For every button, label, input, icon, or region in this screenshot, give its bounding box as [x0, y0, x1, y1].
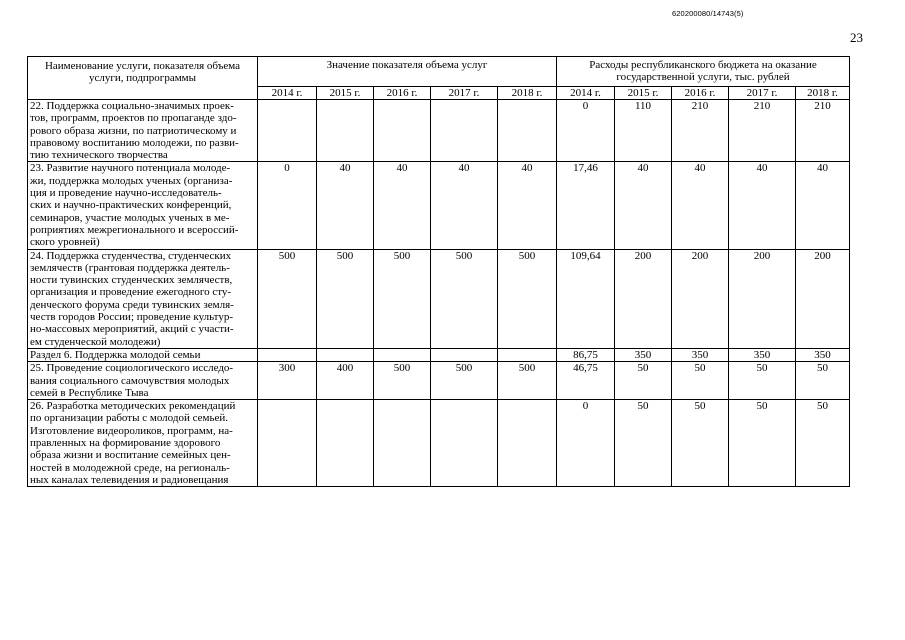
budget-value-cell: 200 [672, 249, 729, 348]
budget-value-cell: 50 [615, 362, 672, 400]
budget-value-cell: 350 [672, 348, 729, 361]
services-table-container [27, 56, 850, 487]
budget-value-cell: 50 [729, 400, 796, 487]
budget-value-cell: 17,46 [557, 162, 615, 249]
row-name-line: Раздел 6. Поддержка молодой семьи [30, 348, 201, 361]
table-row [28, 348, 850, 361]
budget-value-cell: 350 [615, 348, 672, 361]
budget-value-cell: 46,75 [557, 362, 615, 400]
row-name-line: организация и проведение ежегодного сту- [30, 286, 232, 299]
volume-value-cell [317, 100, 374, 162]
budget-value-cell: 50 [796, 400, 850, 487]
header-volume-year: 2015 г. [317, 87, 374, 100]
row-name-line: тию технического творчества [30, 149, 168, 162]
volume-value-cell [258, 100, 317, 162]
table-row [28, 400, 850, 487]
row-name-line: 23. Развитие научного потенциала молоде- [30, 162, 231, 175]
budget-value-cell: 210 [729, 100, 796, 162]
volume-value-cell [258, 348, 317, 361]
header-volume-year: 2016 г. [374, 87, 431, 100]
volume-value-cell: 500 [431, 362, 498, 400]
row-name-line: ности тувинских студенческих землячеств, [30, 274, 233, 287]
row-name-line: по организации работы с молодой семьей. [30, 412, 228, 425]
budget-value-cell: 350 [796, 348, 850, 361]
budget-value-cell: 200 [615, 249, 672, 348]
budget-value-cell: 50 [729, 362, 796, 400]
row-name-cell [28, 162, 258, 249]
row-name-cell [28, 362, 258, 400]
volume-value-cell: 500 [498, 362, 557, 400]
table-row [28, 162, 850, 249]
row-name-line: денческого форума среди тувинских земля- [30, 298, 234, 311]
volume-value-cell [431, 348, 498, 361]
row-name-cell [28, 249, 258, 348]
volume-value-cell: 500 [317, 249, 374, 348]
row-name-line: роприятиях межрегионального и всероссий- [30, 223, 239, 236]
row-name-line: 22. Поддержка социально-значимых проек- [30, 100, 234, 112]
volume-value-cell: 300 [258, 362, 317, 400]
volume-value-cell [374, 400, 431, 487]
volume-value-cell [374, 348, 431, 361]
table-body [28, 100, 850, 487]
row-name-line: образа жизни и воспитание семейных цен- [30, 449, 231, 462]
row-name-cell [28, 100, 258, 162]
volume-value-cell: 500 [374, 249, 431, 348]
row-name-line: ция и проведение научно-исследователь- [30, 187, 222, 200]
volume-value-cell: 500 [258, 249, 317, 348]
volume-value-cell [498, 348, 557, 361]
volume-value-cell [498, 100, 557, 162]
budget-value-cell: 40 [729, 162, 796, 249]
table-row [28, 362, 850, 400]
row-name-line: 24. Поддержка студенчества, студенческих [30, 249, 232, 262]
row-name-line: рового образа жизни, по патриотическому и [30, 124, 237, 137]
row-name-line: но-массовых мероприятий, акций с участи- [30, 323, 234, 336]
volume-value-cell: 40 [374, 162, 431, 249]
services-table [27, 56, 850, 487]
volume-value-cell [498, 400, 557, 487]
header-budget-group: Расходы республиканского бюджета на оказание государственной услуги, тыс. рублей [557, 57, 850, 87]
row-name-cell [28, 400, 258, 487]
budget-value-cell: 110 [615, 100, 672, 162]
budget-value-cell: 200 [796, 249, 850, 348]
row-name-line: 26. Разработка методических рекомендаций [30, 400, 236, 413]
volume-value-cell: 500 [498, 249, 557, 348]
volume-value-cell [317, 348, 374, 361]
volume-value-cell [317, 400, 374, 487]
row-name-line: вания социального самочувствия молодых [30, 374, 230, 387]
table-row [28, 249, 850, 348]
row-name-line: тов, программ, проектов по пропаганде здо- [30, 112, 237, 125]
row-name-cell [28, 348, 258, 361]
row-name-line: правовому воспитанию молодежи, по разви- [30, 136, 239, 149]
header-budget-year: 2014 г. [557, 87, 615, 100]
row-name-line: землячеств (грантовая поддержка деятель- [30, 261, 230, 274]
row-name-line: ского уровней) [30, 236, 100, 249]
volume-value-cell: 500 [431, 249, 498, 348]
budget-value-cell: 350 [729, 348, 796, 361]
header-volume-year: 2017 г. [431, 87, 498, 100]
header-volume-group: Значение показателя объема услуг [258, 57, 557, 87]
volume-value-cell [374, 100, 431, 162]
row-name-line: семинаров, участие молодых ученых в ме- [30, 211, 230, 224]
volume-value-cell: 500 [374, 362, 431, 400]
volume-value-cell: 40 [498, 162, 557, 249]
row-name-line: 25. Проведение социологического исследо- [30, 362, 234, 375]
volume-value-cell: 400 [317, 362, 374, 400]
header-budget-year: 2016 г. [672, 87, 729, 100]
budget-value-cell: 210 [796, 100, 850, 162]
volume-value-cell: 40 [317, 162, 374, 249]
table-row [28, 100, 850, 162]
budget-value-cell: 50 [796, 362, 850, 400]
header-budget-year: 2018 г. [796, 87, 850, 100]
header-volume-year: 2014 г. [258, 87, 317, 100]
volume-value-cell [431, 100, 498, 162]
header-volume-year: 2018 г. [498, 87, 557, 100]
budget-value-cell: 0 [557, 100, 615, 162]
row-name-line: Изготовление видеороликов, программ, на- [30, 424, 233, 437]
budget-value-cell: 40 [796, 162, 850, 249]
budget-value-cell: 0 [557, 400, 615, 487]
volume-value-cell: 0 [258, 162, 317, 249]
row-name-line: честв городов России; проведение культур- [30, 311, 234, 324]
volume-value-cell [431, 400, 498, 487]
row-name-line: правленных на формирование здорового [30, 437, 221, 450]
budget-value-cell: 109,64 [557, 249, 615, 348]
header-budget-year: 2015 г. [615, 87, 672, 100]
budget-value-cell: 50 [615, 400, 672, 487]
row-name-line: ностей в молодежной среде, на региональ- [30, 461, 230, 474]
document-code: 620200080/14743(5) [672, 9, 744, 18]
budget-value-cell: 86,75 [557, 348, 615, 361]
volume-value-cell [258, 400, 317, 487]
volume-value-cell: 40 [431, 162, 498, 249]
budget-value-cell: 210 [672, 100, 729, 162]
row-name-line: ных каналах телевидения и радиовещания [30, 473, 229, 486]
budget-value-cell: 40 [672, 162, 729, 249]
row-name-line: жи, поддержка молодых ученых (организа- [30, 174, 233, 187]
header-budget-year: 2017 г. [729, 87, 796, 100]
budget-value-cell: 40 [615, 162, 672, 249]
budget-value-cell: 50 [672, 400, 729, 487]
budget-value-cell: 200 [729, 249, 796, 348]
row-name-line: ем студенческой молодежи) [30, 335, 161, 348]
budget-value-cell: 50 [672, 362, 729, 400]
page-number: 23 [850, 30, 863, 45]
row-name-line: семей в Республике Тыва [30, 386, 149, 399]
header-name-column: Наименование услуги, показателя объема услуги, подпрограммы [28, 57, 258, 100]
row-name-line: ских и научно-практических конференций, [30, 199, 232, 212]
